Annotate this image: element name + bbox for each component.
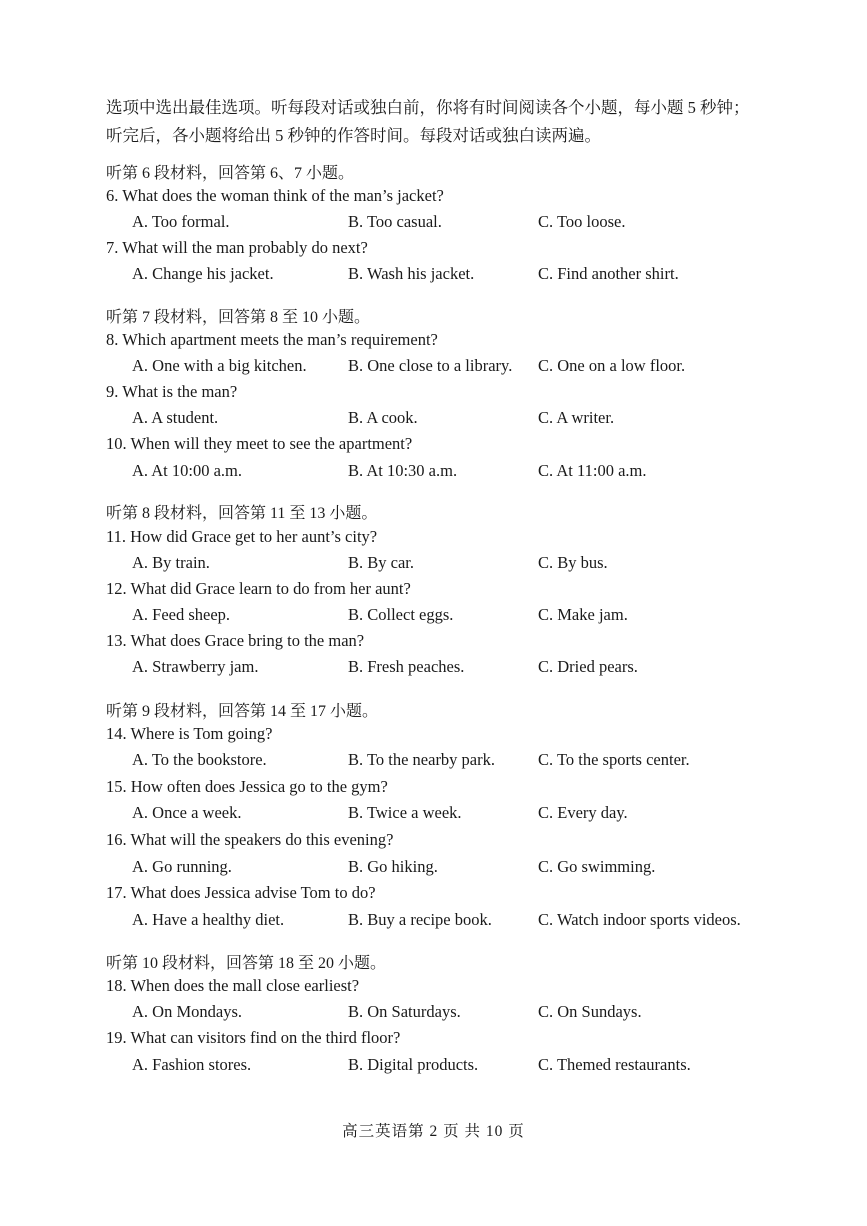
q6-option-c: C. Too loose. [538, 212, 626, 231]
q17-option-b: B. Buy a recipe book. [348, 910, 492, 929]
q13-option-c: C. Dried pears. [538, 657, 638, 676]
q9-option-b: B. A cook. [348, 408, 418, 427]
question-7: 7. What will the man probably do next? [106, 238, 368, 257]
question-10: 10. When will they meet to see the apartment? [106, 434, 413, 453]
question-17: 17. What does Jessica advise Tom to do? [106, 883, 376, 902]
q10-option-a: A. At 10:00 a.m. [132, 461, 242, 480]
section-heading-6: 听第 6 段材料，回答第 6、7 小题。 [106, 165, 355, 182]
q16-option-a: A. Go running. [132, 857, 232, 876]
instructions-line-2: 听完后，各小题将给出 5 秒钟的作答时间。每段对话或独白读两遍。 [106, 126, 601, 145]
question-6: 6. What does the woman think of the man’s jacket? [106, 186, 444, 205]
q8-option-b: B. One close to a library. [348, 356, 513, 375]
instructions [106, 94, 786, 150]
q6-option-b: B. Too casual. [348, 212, 442, 231]
q15-option-c: C. Every day. [538, 803, 628, 822]
question-8: 8. Which apartment meets the man’s requirement? [106, 330, 438, 349]
q19-option-c: C. Themed restaurants. [538, 1055, 691, 1074]
q12-option-c: C. Make jam. [538, 605, 628, 624]
q18-option-a: A. On Mondays. [132, 1002, 242, 1021]
q8-option-a: A. One with a big kitchen. [132, 356, 307, 375]
page-footer: 高三英语第 2 页 共 10 页 [342, 1123, 525, 1140]
question-9: 9. What is the man? [106, 382, 238, 401]
q12-option-a: A. Feed sheep. [132, 605, 231, 624]
q11-option-c: C. By bus. [538, 553, 608, 572]
q18-option-c: C. On Sundays. [538, 1002, 642, 1021]
q19-option-b: B. Digital products. [348, 1055, 479, 1074]
q16-option-c: C. Go swimming. [538, 857, 656, 876]
q11-option-b: B. By car. [348, 553, 414, 572]
q9-option-a: A. A student. [132, 408, 219, 427]
q15-option-b: B. Twice a week. [348, 803, 462, 822]
question-12: 12. What did Grace learn to do from her aunt? [106, 579, 411, 598]
q10-option-c: C. At 11:00 a.m. [538, 461, 647, 480]
q13-option-a: A. Strawberry jam. [132, 657, 259, 676]
q7-option-c: C. Find another shirt. [538, 264, 679, 283]
instructions-line-1: 选项中选出最佳选项。听每段对话或独白前，你将有时间阅读各个小题，每小题 5 秒钟； [106, 98, 750, 117]
q7-option-a: A. Change his jacket. [132, 264, 274, 283]
q19-option-a: A. Fashion stores. [132, 1055, 252, 1074]
section-heading-9: 听第 9 段材料，回答第 14 至 17 小题。 [106, 703, 379, 720]
q15-option-a: A. Once a week. [132, 803, 242, 822]
question-16: 16. What will the speakers do this evening? [106, 830, 394, 849]
q10-option-b: B. At 10:30 a.m. [348, 461, 458, 480]
question-11: 11. How did Grace get to her aunt’s city? [106, 527, 378, 546]
q17-option-c: C. Watch indoor sports videos. [538, 910, 741, 929]
q18-option-b: B. On Saturdays. [348, 1002, 461, 1021]
q13-option-b: B. Fresh peaches. [348, 657, 465, 676]
q17-option-a: A. Have a healthy diet. [132, 910, 285, 929]
section-heading-8: 听第 8 段材料，回答第 11 至 13 小题。 [106, 505, 378, 522]
question-13: 13. What does Grace bring to the man? [106, 631, 365, 650]
q11-option-a: A. By train. [132, 553, 210, 572]
q16-option-b: B. Go hiking. [348, 857, 438, 876]
q12-option-b: B. Collect eggs. [348, 605, 454, 624]
question-14: 14. Where is Tom going? [106, 724, 273, 743]
section-heading-7: 听第 7 段材料，回答第 8 至 10 小题。 [106, 309, 371, 326]
question-19: 19. What can visitors find on the third floor? [106, 1028, 401, 1047]
q14-option-b: B. To the nearby park. [348, 750, 496, 769]
question-15: 15. How often does Jessica go to the gym? [106, 777, 388, 796]
q14-option-c: C. To the sports center. [538, 750, 690, 769]
q8-option-c: C. One on a low floor. [538, 356, 686, 375]
question-18: 18. When does the mall close earliest? [106, 976, 360, 995]
section-heading-10: 听第 10 段材料，回答第 18 至 20 小题。 [106, 955, 387, 972]
q14-option-a: A. To the bookstore. [132, 750, 267, 769]
q7-option-b: B. Wash his jacket. [348, 264, 475, 283]
q9-option-c: C. A writer. [538, 408, 615, 427]
q6-option-a: A. Too formal. [132, 212, 230, 231]
